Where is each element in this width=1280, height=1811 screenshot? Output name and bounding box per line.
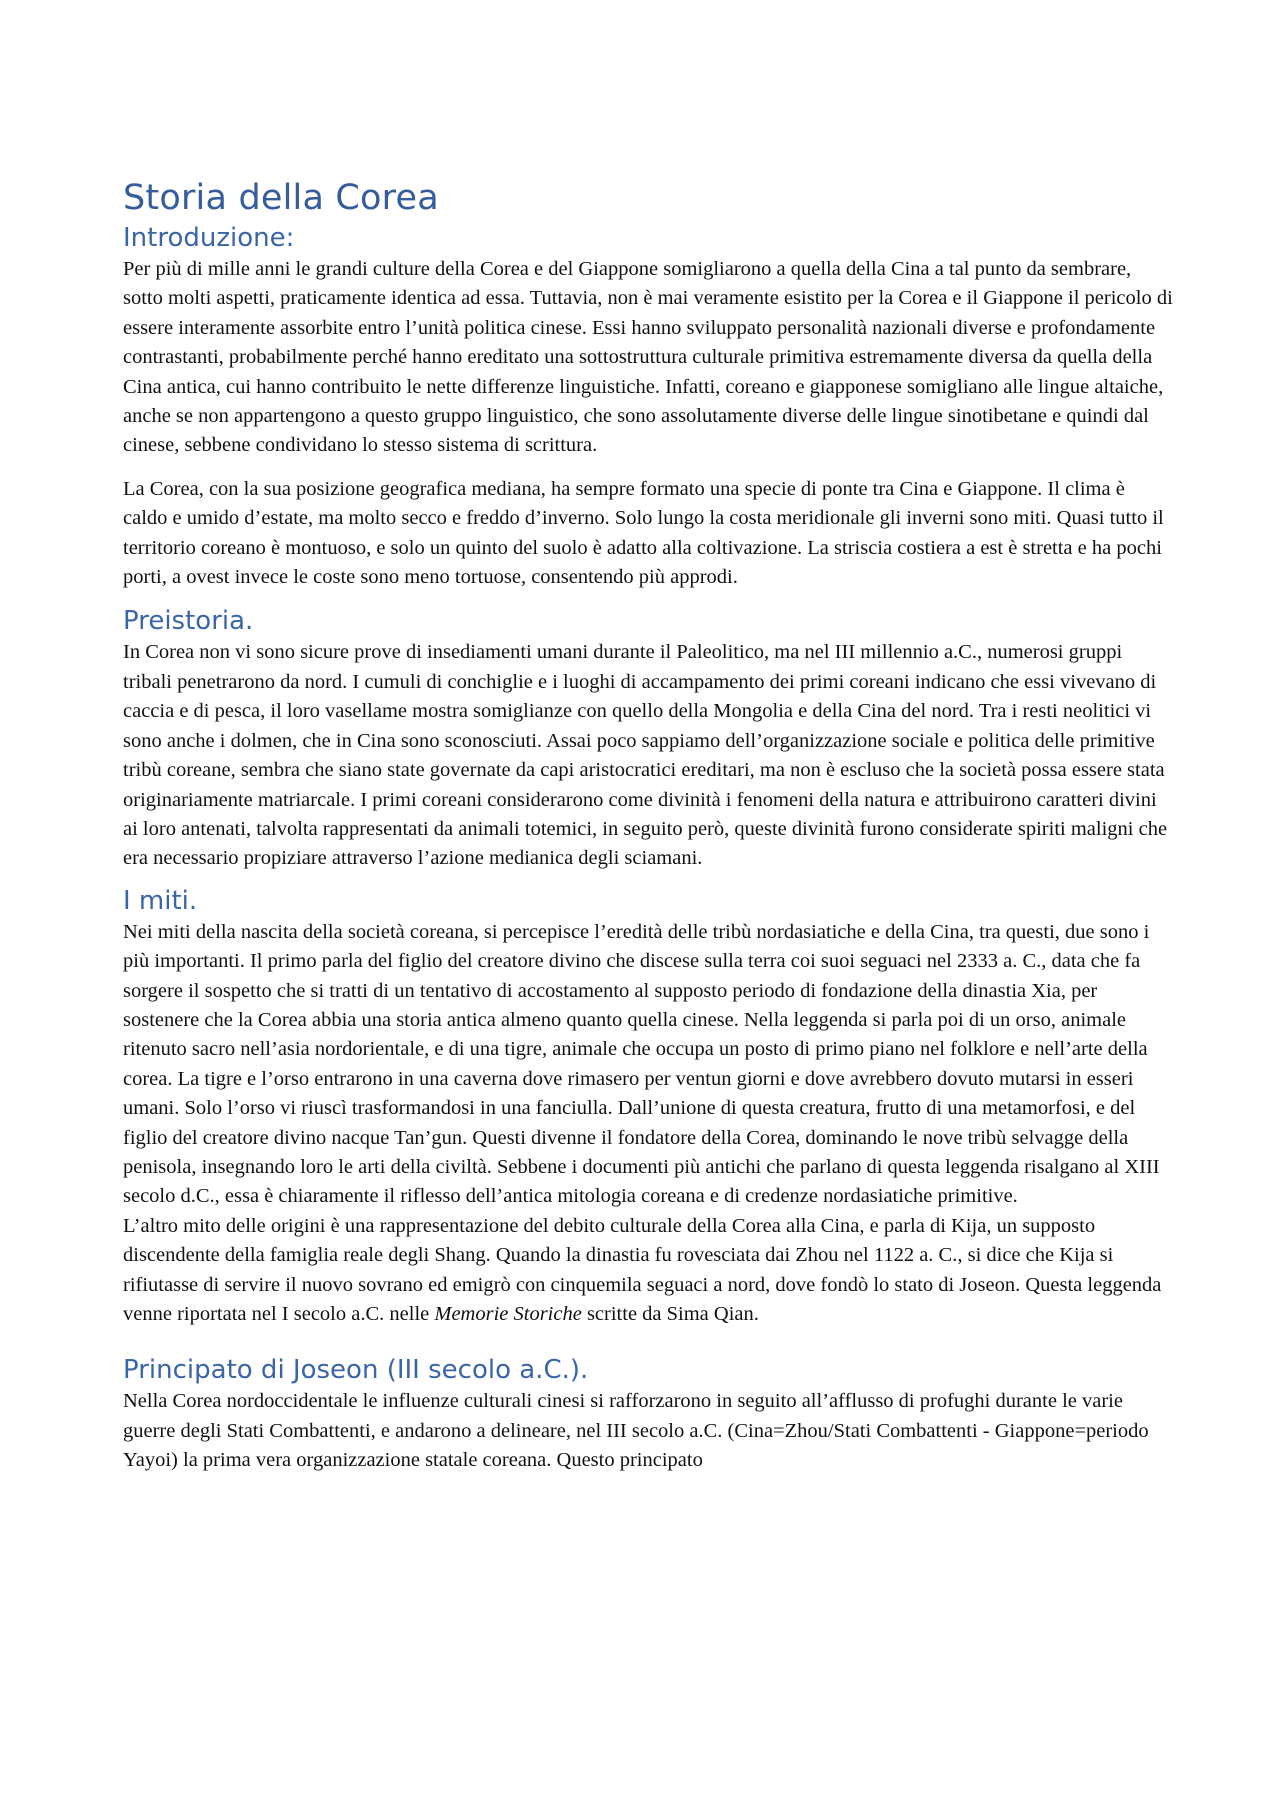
miti-p2-text-after: scritte da Sima Qian. xyxy=(581,1303,759,1325)
intro-paragraph-1: Per più di mille anni le grandi culture della Corea e del Giappone somigliarono a quella della Cina a tal punto da sembrare, sotto molti aspetti, praticamente identica ad essa. Tuttavia, non è mai veramente esistito per la Corea e il Giappone il pericolo di essere interamente assorbite entro l’unità politica cinese. Essi hanno sviluppato personalità nazionali diverse e profondamente contrastanti, probabilmente perché hanno ereditato una sottostruttura culturale primitiva estremamente diversa da quella della Cina antica, cui hanno contribuito le nette differenze linguistiche. Infatti, coreano e giapponese somigliano alle lingue altaiche, anche se non appartengono a questo gruppo linguistico, che sono assolutamente diverse delle lingue sinotibetane e quindi dal cinese, sebbene condividano lo stesso sistema di scrittura. xyxy=(123,258,1173,457)
document-page xyxy=(123,176,1173,1476)
miti-p2-text-before: L’altro mito delle origini è una rappresentazione del debito culturale della Corea alla Cina, e parla di Kija, un supposto discendente della famiglia reale degli Shang. Quando la dinastia fu rovesciata dai Zhou nel 1122 a. C., si dice che Kija si rifiutasse di servire il nuovo sovrano ed emigrò con cinquemila seguaci a nord, dove fondò lo stato di Joseon. Questa leggenda venne riportata nel I secolo a.C. nelle xyxy=(123,1214,1162,1325)
document-title: Storia della Corea xyxy=(123,178,439,218)
miti-paragraph-1: Nei miti della nascita della società coreana, si percepisce l’eredità delle tribù nordasiatiche e della Cina, tra questi, due sono i più importanti. Il primo parla del figlio del creatore divino che discese sulla terra coi suoi seguaci nel 2333 a. C., data che fa sorgere il sospetto che si tratti di un tentativo di accostamento al supposto periodo di fondazione della dinastia Xia, per sostenere che la Corea abbia una storia antica almeno quanto quella cinese. Nella leggenda si parla poi di un orso, animale ritenuto sacro nell’asia nordorientale, e di una tigre, animale che occupa un posto di primo piano nel folklore e nell’arte della corea. La tigre e l’orso entrarono in una caverna dove rimasero per ventun giorni e dove avrebbero dovuto mutarsi in esseri umani. Solo l’orso vi riuscì trasformandosi in una fanciulla. Dall’unione di questa creatura, frutto di una metamorfosi, e del figlio del creatore divino nacque Tan’gun. Questi divenne il fondatore della Corea, dominando le nove tribù selvagge della penisola, insegnando loro le arti della civiltà. Sebbene i documenti più antichi che parlano di questa leggenda risalgano al XIII secolo d.C., essa è chiaramente il riflesso dell’antica mitologia coreana e di credenze nordasiatiche primitive. xyxy=(123,920,1160,1208)
section-heading-miti: I miti. xyxy=(123,885,198,916)
section-heading-preistoria: Preistoria. xyxy=(123,606,254,637)
miti-paragraph-2 xyxy=(123,1212,1173,1330)
intro-paragraph-2: La Corea, con la sua posizione geografica mediana, ha sempre formato una specie di ponte tra Cina e Giappone. Il clima è caldo e umido d’estate, ma molto secco e freddo d’inverno. Solo lungo la costa meridionale gli inverni sono miti. Quasi tutto il territorio coreano è montuoso, e solo un quinto del suolo è adatto alla coltivazione. La striscia costiera a est è stretta e ha pochi porti, a ovest invece le coste sono meno tortuose, consentendo più approdi. xyxy=(123,477,1164,589)
section-heading-joseon: Principato di Joseon (III secolo a.C.). xyxy=(123,1355,589,1386)
section-heading-intro: Introduzione: xyxy=(123,223,295,253)
miti-p2-italic-title: Memorie Storiche xyxy=(434,1303,582,1325)
joseon-paragraph: Nella Corea nordoccidentale le influenze culturali cinesi si rafforzarono in seguito all’afflusso di profughi durante le varie guerre degli Stati Combattenti, e andarono a delineare, nel III secolo a.C. (Cina=Zhou/Stati Combattenti - Giappone=periodo Yayoi) la prima vera organizzazione statale coreana. Questo principato xyxy=(123,1390,1149,1472)
preistoria-paragraph: In Corea non vi sono sicure prove di insediamenti umani durante il Paleolitico, ma nel III millennio a.C., numerosi gruppi tribali penetrarono da nord. I cumuli di conchiglie e i luoghi di accampamento dei primi coreani indicano che essi vivevano di caccia e di pesca, il loro vasellame mostra somiglianze con quello della Mongolia e della Cina del nord. Tra i resti neolitici vi sono anche i dolmen, che in Cina sono sconosciuti. Assai poco sappiamo dell’organizzazione sociale e politica delle primitive tribù coreane, sembra che siano state governate da capi aristocratici ereditari, ma non è escluso che la società possa essere stata originariamente matriarcale. I primi coreani considerarono come divinità i fenomeni della natura e attribuirono caratteri divini ai loro antenati, talvolta rappresentati da animali totemici, in seguito però, queste divinità furono considerate spiriti maligni che era necessario propiziare attraverso l’azione medianica degli sciamani. xyxy=(123,641,1168,870)
